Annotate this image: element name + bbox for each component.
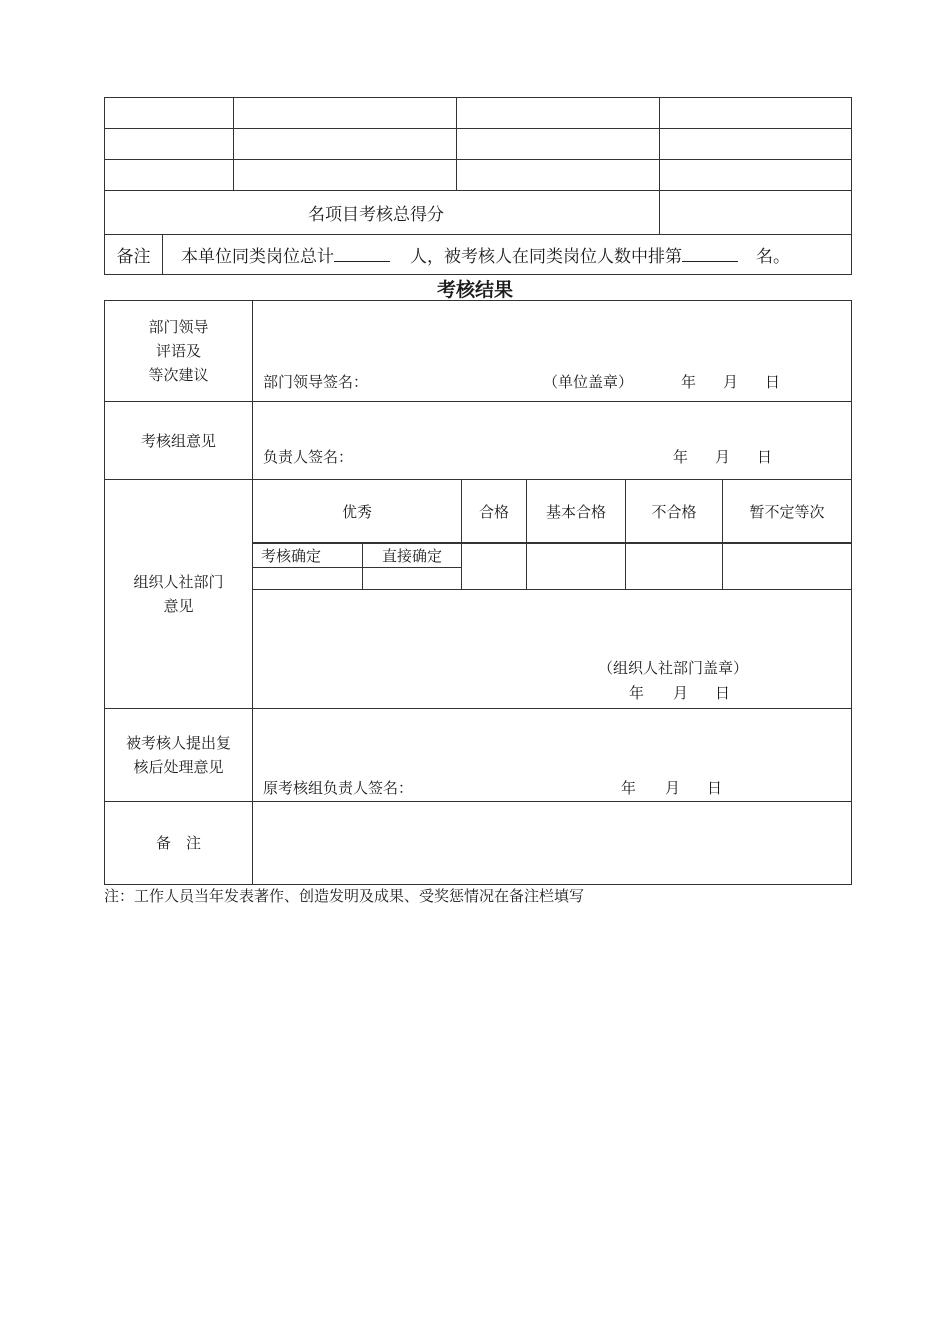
org-hr-content <box>253 480 852 709</box>
unit-stamp: （单位盖章） <box>543 373 634 391</box>
direct-confirm-check[interactable] <box>363 568 462 590</box>
org-hr-stamp: （组织人社部门盖章） <box>598 659 749 677</box>
grade-table <box>252 479 852 544</box>
pending-check[interactable] <box>723 543 852 590</box>
date-year: 年 <box>681 373 697 391</box>
remark-text-3: 名。 <box>756 247 790 267</box>
score-cell[interactable] <box>660 98 852 129</box>
date-year: 年 <box>629 684 645 702</box>
date-day: 日 <box>757 448 773 466</box>
direct-confirm-label: 直接确定 <box>363 543 462 568</box>
footnote: 注：工作人员当年发表著作、创造发明及成果、受奖惩情况在备注栏填写 <box>104 887 585 905</box>
org-hr-label <box>105 480 253 709</box>
org-hr-label-1: 组织人社部门 <box>133 573 224 591</box>
score-cell[interactable] <box>105 98 234 129</box>
assess-confirm-check[interactable] <box>253 568 363 590</box>
result-table <box>104 300 852 885</box>
basic-check[interactable] <box>527 543 626 590</box>
date-day: 日 <box>765 373 781 391</box>
dept-leader-sign: 部门领导签名： <box>263 373 369 391</box>
total-score-label: 名项目考核总得分 <box>105 191 660 235</box>
group-opinion-label: 考核组意见 <box>105 402 253 480</box>
grade-qualified: 合格 <box>462 480 527 544</box>
qualified-check[interactable] <box>462 543 527 590</box>
grade-unqualified: 不合格 <box>626 480 723 544</box>
score-cell[interactable] <box>234 129 457 160</box>
score-cell[interactable] <box>457 129 660 160</box>
score-cell[interactable] <box>234 160 457 191</box>
group-leader-sign: 负责人签名： <box>263 448 354 466</box>
total-count-blank[interactable] <box>334 260 390 262</box>
date-day: 日 <box>707 779 723 797</box>
org-hr-label-2: 意见 <box>163 597 194 615</box>
date-month: 月 <box>673 684 689 702</box>
total-score-value[interactable] <box>660 191 852 235</box>
group-opinion-content[interactable] <box>253 402 852 480</box>
remark-text-2: 人，被考核人在同类岗位人数中排第 <box>410 247 682 267</box>
dept-leader-label <box>105 301 253 402</box>
score-cell[interactable] <box>660 129 852 160</box>
grade-pending: 暂不定等次 <box>723 480 852 544</box>
remark-content <box>163 235 852 275</box>
grade-check-table <box>252 542 852 590</box>
review-label-1: 被考核人提出复 <box>125 734 231 752</box>
date-year: 年 <box>673 448 689 466</box>
org-hr-opinion-area[interactable] <box>253 589 851 706</box>
review-label-2: 核后处理意见 <box>133 758 224 776</box>
dept-leader-label-2: 评语及 <box>155 342 201 360</box>
original-leader-sign: 原考核组负责人签名： <box>263 779 414 797</box>
score-table <box>104 97 852 275</box>
date-day: 日 <box>715 684 731 702</box>
remark-text-1: 本单位同类岗位总计 <box>181 247 334 267</box>
date-year: 年 <box>621 779 637 797</box>
assess-confirm-label: 考核确定 <box>253 543 363 568</box>
review-label <box>105 709 253 802</box>
review-content[interactable] <box>253 709 852 802</box>
date-month: 月 <box>715 448 731 466</box>
remark-label: 备注 <box>105 235 163 275</box>
dept-leader-content[interactable] <box>253 301 852 402</box>
remarks-label: 备 注 <box>105 802 253 885</box>
unqualified-check[interactable] <box>626 543 723 590</box>
date-month: 月 <box>665 779 681 797</box>
score-cell[interactable] <box>457 160 660 191</box>
grade-basic: 基本合格 <box>527 480 626 544</box>
rank-blank[interactable] <box>682 260 738 262</box>
result-title: 考核结果 <box>436 279 513 301</box>
score-cell[interactable] <box>660 160 852 191</box>
grade-excellent: 优秀 <box>253 480 462 544</box>
score-cell[interactable] <box>105 129 234 160</box>
dept-leader-label-3: 等次建议 <box>148 366 209 384</box>
score-cell[interactable] <box>105 160 234 191</box>
dept-leader-label-1: 部门领导 <box>148 318 209 336</box>
score-cell[interactable] <box>457 98 660 129</box>
date-month: 月 <box>723 373 739 391</box>
remarks-content[interactable] <box>253 802 852 885</box>
score-cell[interactable] <box>234 98 457 129</box>
